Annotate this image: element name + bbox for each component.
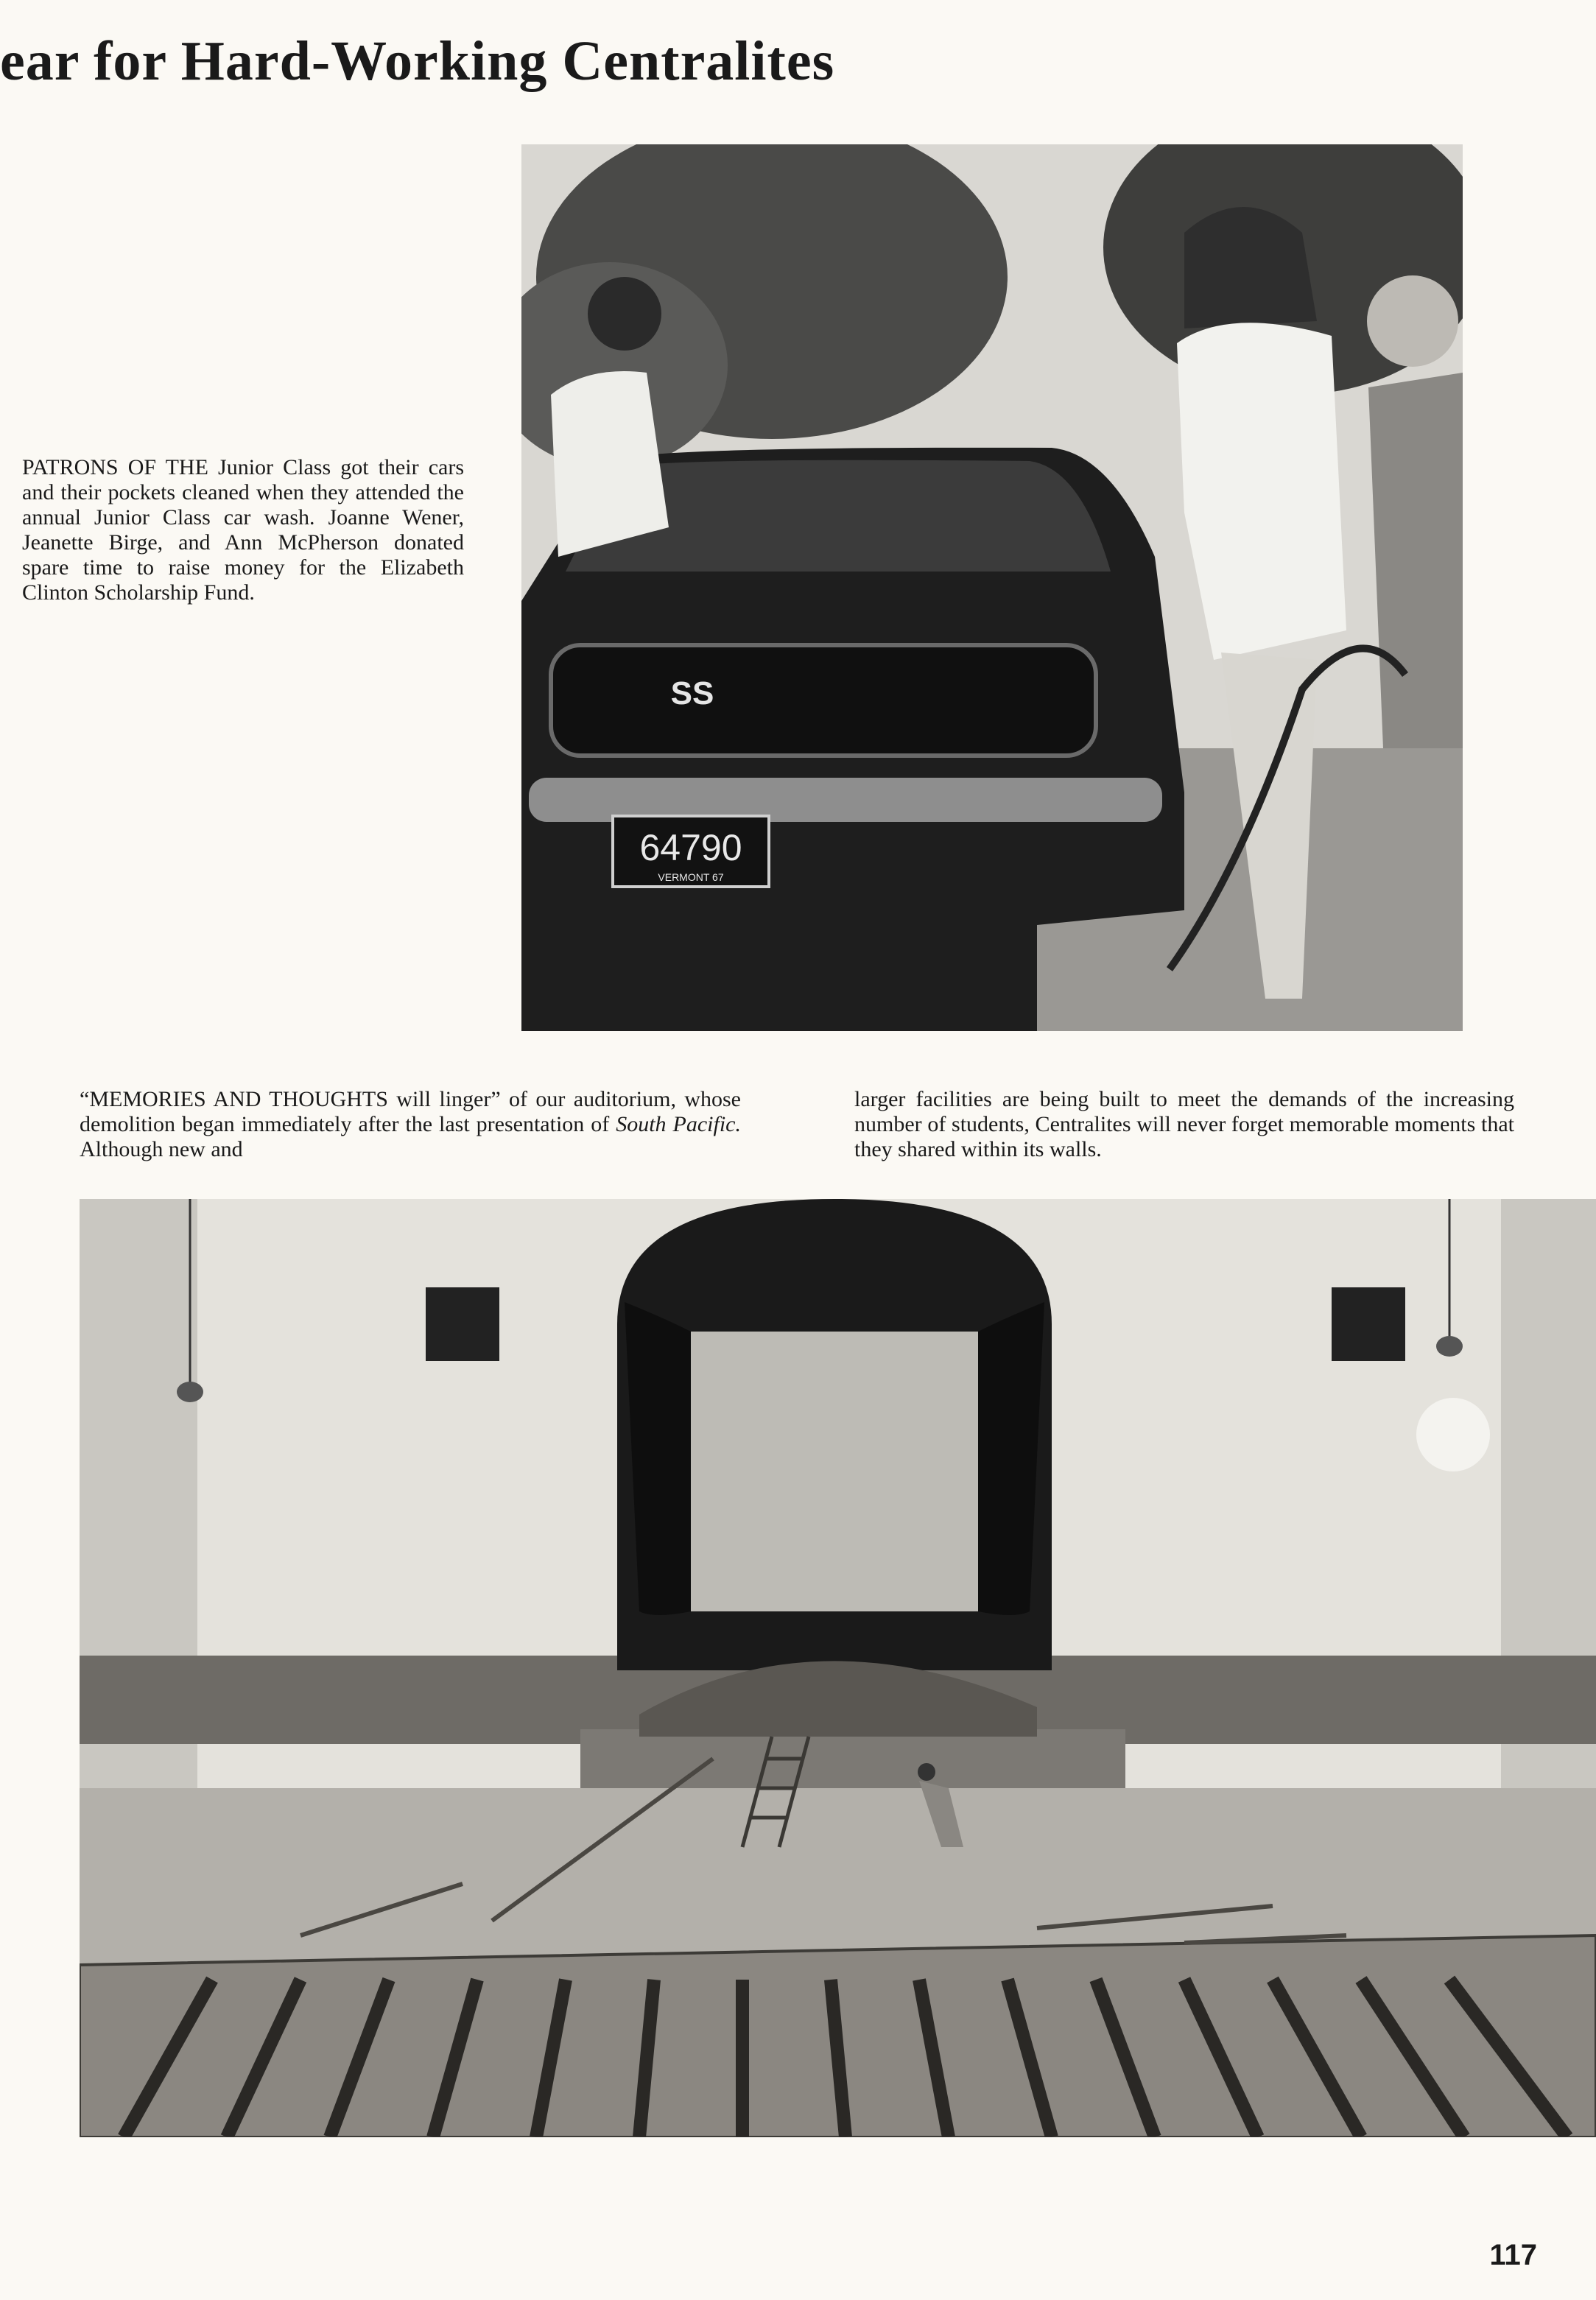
license-plate-number: 64790: [639, 827, 742, 868]
page-number: 117: [1489, 2239, 1537, 2271]
page-headline: ear for Hard-Working Centralites: [0, 30, 835, 92]
auditorium-caption-left: “MEMORIES AND THOUGHTS will linger” of our auditorium, whose demolition began immediately after the last presentation of South Pacific. Although new and: [80, 1087, 741, 1161]
car-wash-photo: [521, 144, 1463, 1031]
auditorium-photo: [80, 1199, 1596, 2137]
license-plate-state: VERMONT 67: [658, 871, 724, 883]
car-wash-caption: PATRONS OF THE Junior Class got their cars and their pockets cleaned when they attended the annual Junior Class car wash. Joanne Wener, Jeanette Birge, and Ann McPherson donated spare time to raise money for the Elizabeth Clinton Scholarship Fund.: [22, 455, 464, 605]
auditorium-caption-right: larger facilities are being built to meet the demands of the increasing number of students, Centralites will never forget memorable moments that they shared within its walls.: [854, 1087, 1514, 1161]
ss-badge: SS: [670, 675, 714, 711]
